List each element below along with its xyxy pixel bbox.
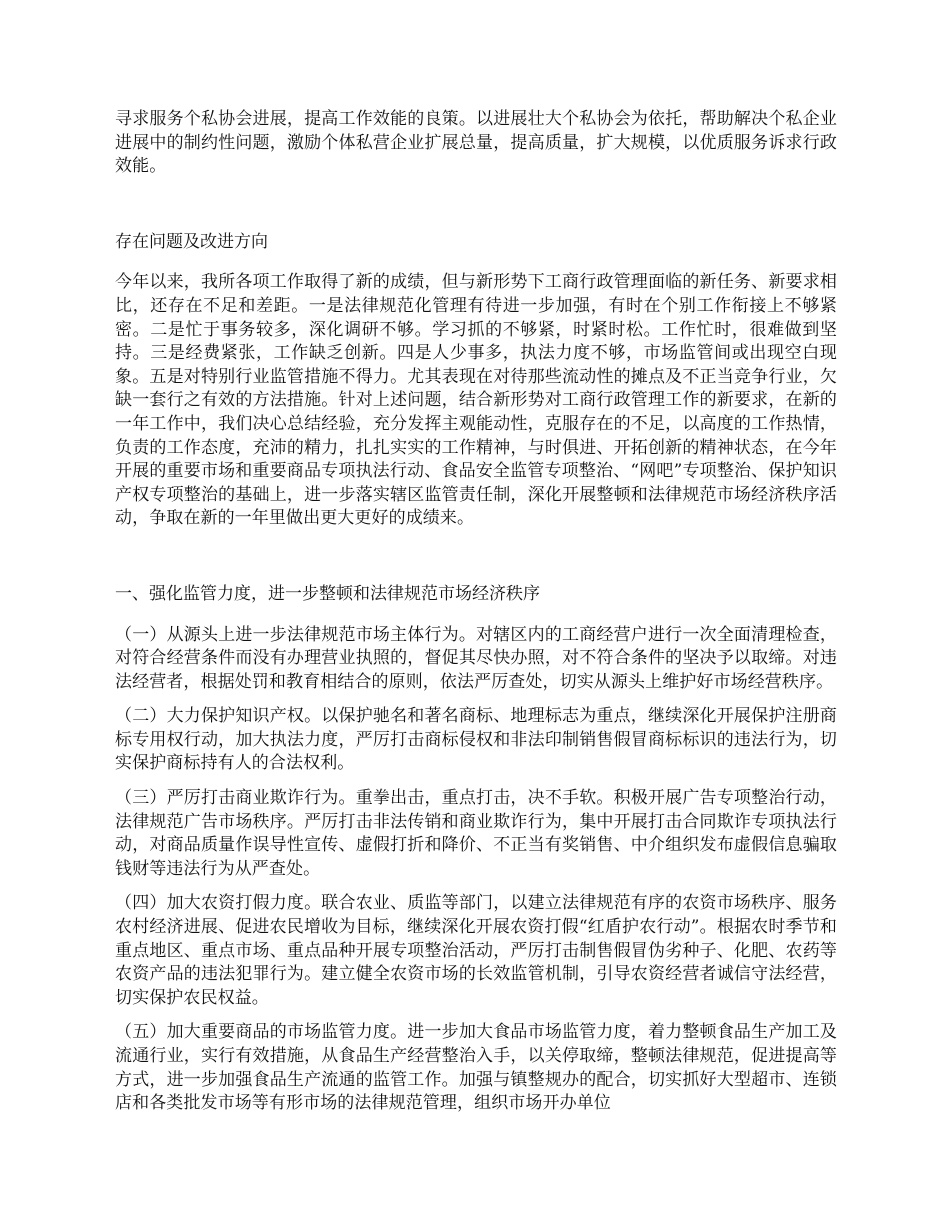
- spacer: [115, 607, 837, 624]
- document-page: [115, 108, 837, 1116]
- intro-paragraph: 寻求服务个私协会进展，提高工作效能的良策。以进展壮大个私协会为依托，帮助解决个私企业进展中的制约性问题，激励个体私营企业扩展总量，提高质量，扩大规模，以优质服务诉求行政效能。: [115, 109, 837, 177]
- spacer: [115, 254, 837, 271]
- spacer: [115, 1010, 837, 1021]
- section-heading-problems: 存在问题及改进方向: [115, 231, 268, 252]
- item-paragraph-4: （四）加大农资打假力度。联合农业、质监等部门，以建立法律规范有序的农资市场秩序、服务农村经济进展、促进农民增收为目标，继续深化开展农资打假“红盾护农行动”。根据农时季节和重点地区、重点市场、重点品种开展专项整治活动，严厉打击制售假冒伪劣种子、化肥、农药等农资产品的违法犯罪行为。建立健全农资市场的长效监管机制，引导农资经营者诚信守法经营，切实保护农民权益。: [115, 893, 837, 1008]
- item-paragraph-3: （三）严厉打击商业欺诈行为。重拳出击，重点打击，决不手软。积极开展广告专项整治行动，法律规范广告市场秩序。严厉打击非法传销和商业欺诈行为，集中开展打击合同欺诈专项执法行动，对商品质量作误导性宣传、虚假打折和降价、不正当有奖销售、中介组织发布虚假信息骗取钱财等违法行为从严查处。: [115, 788, 837, 879]
- spacer: [115, 694, 837, 705]
- item-paragraph-2: （二）大力保护知识产权。以保护驰名和著名商标、地理标志为重点，继续深化开展保护注册商标专用权行动，加大执法力度，严厉打击商标侵权和非法印制销售假冒商标标识的违法行为，切实保护商标持有人的合法权利。: [115, 706, 837, 774]
- problems-paragraph: 今年以来，我所各项工作取得了新的成绩，但与新形势下工商行政管理面临的新任务、新要求相比，还存在不足和差距。一是法律规范化管理有待进一步加强，有时在个别工作衔接上不够紧密。二是忙于事务较多，深化调研不够。学习抓的不够紧，时紧时松。工作忙时，很难做到坚持。三是经费紧张，工作缺乏创新。四是人少事多，执法力度不够，市场监管间或出现空白现象。五是对特别行业监管措施不得力。尤其表现在对待那些流动性的摊点及不正当竞争行业，欠缺一套行之有效的方法措施。针对上述问题，结合新形势对工商行政管理工作的新要求，在新的一年工作中，我们决心总结经验，充分发挥主观能动性，克服存在的不足，以高度的工作热情，负责的工作态度，充沛的精力，扎扎实实的工作精神，与时俱进、开拓创新的精神状态，在今年开展的重要市场和重要商品专项执法行动、食品安全监管专项整治、“网吧”专项整治、保护知识产权专项整治的基础上，进一步落实辖区监管责任制，深化开展整顿和法律规范市场经济秩序活动，争取在新的一年里做出更大更好的成绩来。: [115, 272, 837, 529]
- spacer: [115, 531, 837, 583]
- section-heading-one: 一、强化监管力度，进一步整顿和法律规范市场经济秩序: [115, 583, 540, 604]
- spacer: [115, 881, 837, 892]
- spacer: [115, 776, 837, 787]
- item-paragraph-5: （五）加大重要商品的市场监管力度。进一步加大食品市场监管力度，着力整顿食品生产加工及流通行业，实行有效措施，从食品生产经营整治入手，以关停取缔，整顿法律规范，促进提高等方式，进一步加强食品生产流通的监管工作。加强与镇整规办的配合，切实抓好大型超市、连锁店和各类批发市场等有形市场的法律规范管理，组织市场开办单位: [115, 1022, 837, 1114]
- item-paragraph-1: （一）从源头上进一步法律规范市场主体行为。对辖区内的工商经营户进行一次全面清理检查，对符合经营条件而没有办理营业执照的，督促其尽快办照，对不符合条件的坚决予以取缔。对违法经营者，根据处罚和教育相结合的原则，依法严厉查处，切实从源头上维护好市场经营秩序。: [115, 624, 837, 692]
- spacer: [115, 179, 837, 231]
